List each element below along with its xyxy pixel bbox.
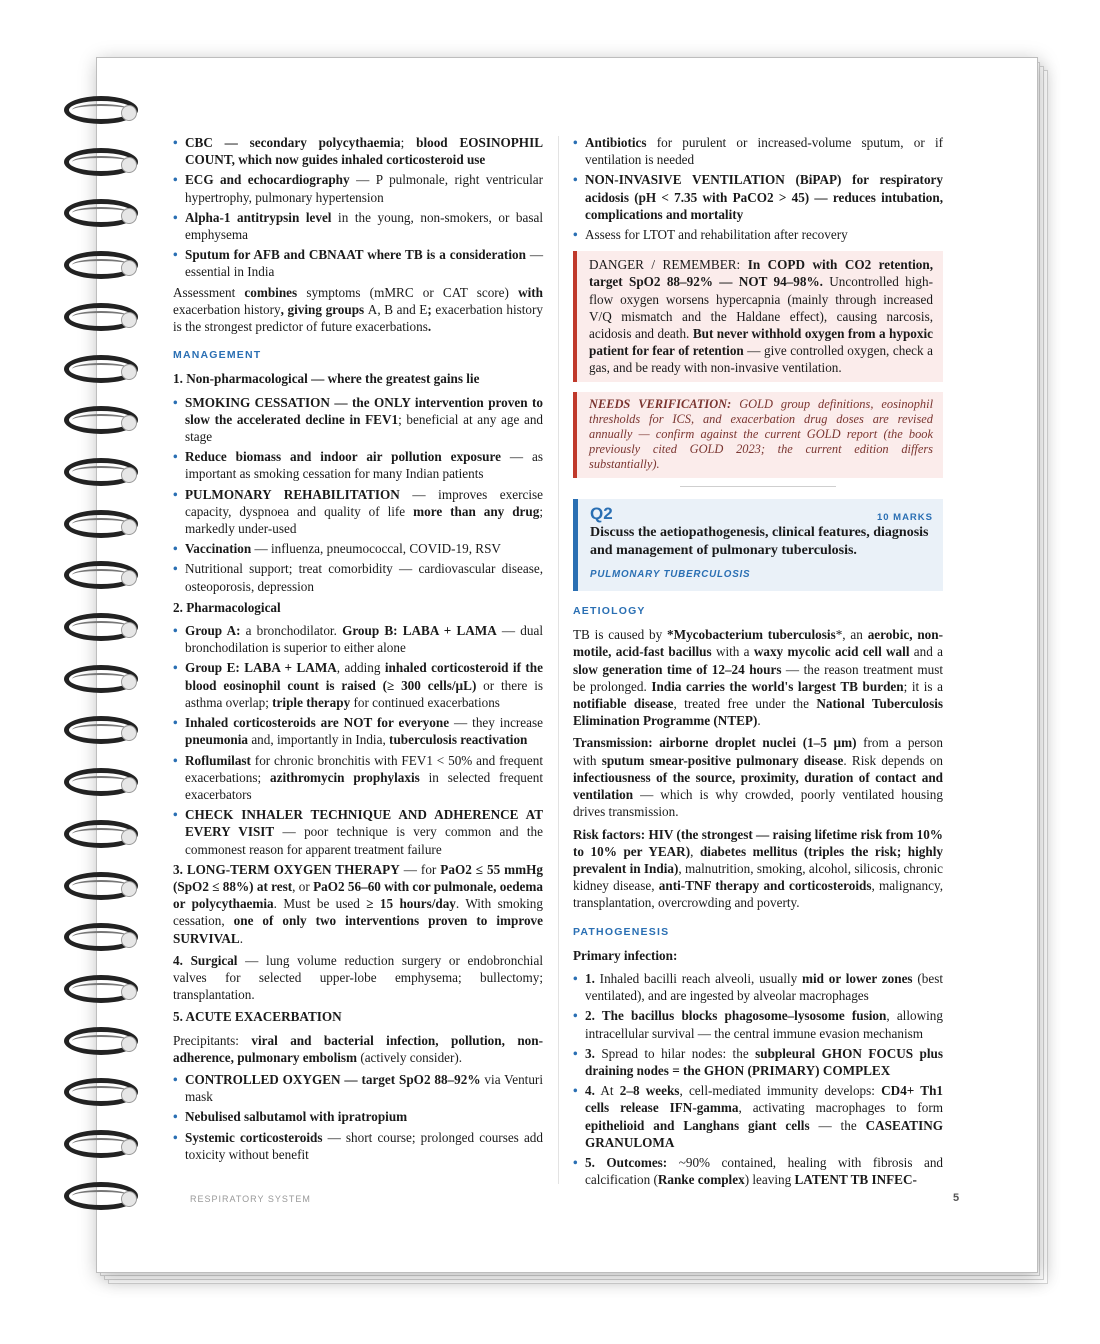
text-run: A, B and E (367, 301, 428, 317)
bold-text: Systemic corticosteroids (185, 1129, 323, 1145)
text-run: Nutritional support; treat comorbidity — cardiovascular disease, osteoporosis, depression (185, 561, 543, 594)
bold-text: CASEATING GRANULOMA (585, 1117, 943, 1150)
text-run: . Must be used (273, 896, 367, 912)
bold-text: CHECK INHALER TECHNIQUE AND ADHERENCE AT EVERY VISIT (185, 807, 543, 840)
bold-text: , giving groups (280, 301, 368, 317)
nonpharm-heading: 1. Non-pharmacological — where the greatest gains lie (173, 371, 480, 387)
bold-text: Roflumilast (185, 752, 251, 768)
list-item (173, 659, 543, 711)
bold-text: viral and bacterial infection, pollution, non-adherence, pulmonary embolism (173, 1032, 543, 1065)
list-item (573, 1007, 943, 1041)
bold-text: Alpha-1 antitrypsin level (185, 209, 332, 225)
bold-text: PaO2 ≤ 55 mmHg (SpO2 ≤ 88%) at rest (173, 861, 543, 894)
text-run: . (239, 930, 244, 946)
bold-text: Nebulised salbutamol with ipratropium (185, 1109, 408, 1125)
text-run: — the (809, 1117, 866, 1133)
text-run: — improves exercise capacity, dyspnoea and quality of life (185, 486, 544, 519)
text-run: , cell-mediated immunity develops: (679, 1083, 882, 1099)
text-run: for purulent or increased-volume sputum, or if ventilation is needed (585, 135, 943, 168)
bold-text: NON-INVASIVE VENTILATION (BiPAP) for respiratory acidosis (pH < 7.35 with PaCO2 > 45) — reduces intubation, complications and mortality (585, 172, 943, 222)
bold-text: Group E: LABA + LAMA (185, 660, 337, 676)
binding-ring-icon (64, 872, 138, 900)
text-run: , adding (336, 660, 385, 676)
list-item (173, 448, 543, 482)
bold-text: 2–8 weeks (619, 1083, 680, 1099)
question-number: Q2 (590, 503, 613, 523)
text-run: , treated free under the (673, 696, 817, 712)
bold-text: Vaccination (185, 541, 252, 557)
list-item (173, 134, 543, 168)
transmission-paragraph (573, 734, 943, 820)
text-run: — which is why crowded, poorly ventilated housing drives transmission. (573, 787, 943, 820)
text-run: and, importantly in India, (248, 732, 390, 748)
binding-ring-icon (64, 975, 138, 1003)
text-run: and a (909, 644, 943, 660)
bold-text: one of only two interventions proven to improve SURVIVAL (173, 913, 544, 946)
bold-text: sputum smear-positive pulmonary disease (601, 752, 844, 768)
text-run: — short course; prolonged courses add toxicity without benefit (185, 1129, 543, 1162)
bold-text: slow generation time of 12–24 hours (573, 661, 782, 677)
binding-ring-icon (64, 251, 138, 279)
bold-text: waxy mycolic acid cell wall (753, 644, 910, 660)
binding-ring-icon (64, 355, 138, 383)
bold-text: But never withhold oxygen from a hypoxic patient for fear of retention (589, 326, 933, 359)
bold-text: with (508, 284, 543, 300)
text-run: . (757, 713, 761, 729)
bold-text: PULMONARY REHABILITATION (185, 486, 400, 502)
text-run: Uncontrolled high-flow oxygen worsens hypercapnia (mainly through increased V/Q mismatch and the Haldane effect), causing narcosis, acidosis and death. (589, 274, 933, 342)
text-run: — P pulmonale, right ventricular hypertrophy, pulmonary hypertension (185, 172, 543, 205)
binding-ring-icon (64, 406, 138, 434)
bold-text: notifiable disease (573, 696, 674, 712)
bold-text: triple therapy (272, 694, 351, 710)
bold-text: ECG and echocardiography (185, 172, 350, 188)
text-run: . With smoking cessation, (173, 896, 543, 929)
list-item (173, 1071, 543, 1105)
bold-text: Antibiotics (585, 135, 647, 150)
risk-factors-paragraph (573, 826, 943, 912)
nonpharm-list (173, 394, 543, 595)
text-run: ; it is a (903, 678, 943, 694)
text-run: , allowing intracellular survival — the central immune evasion mechanism (585, 1008, 943, 1041)
binding-ring-icon (64, 1027, 138, 1055)
acute-continued-list (573, 134, 943, 243)
list-item (173, 806, 543, 858)
question-marks: 10 MARKS (876, 511, 933, 523)
text-run: Spread to hilar nodes: the (594, 1045, 756, 1061)
bold-text: CD4+ Th1 cells release IFN-gamma (585, 1083, 943, 1116)
list-item (173, 622, 543, 656)
precipitants-paragraph (173, 1032, 543, 1066)
primary-infection-list (573, 970, 943, 1188)
list-item (173, 560, 543, 594)
investigations-list (173, 134, 543, 281)
binding-ring-icon (64, 923, 138, 951)
ltot-paragraph (173, 861, 543, 947)
bold-text: more than any drug (413, 503, 540, 519)
bold-text: Risk factors: HIV (the strongest — raising lifetime risk from 10% to 10% per YEAR) (573, 826, 943, 859)
text-run: DANGER / REMEMBER: (589, 257, 748, 273)
binding-ring-icon (64, 1130, 138, 1158)
text-run: or there is asthma overlap; (185, 677, 544, 710)
footer-section-name: RESPIRATORY SYSTEM (190, 1194, 311, 1204)
list-item (173, 394, 543, 446)
text-run: for continued exacerbations (350, 694, 500, 710)
bold-text: Transmission: airborne droplet nuclei (1–5 µm) (573, 735, 857, 751)
bold-text: diabetes mellitus (triples the risk; highly prevalent in India) (573, 843, 943, 876)
right-column (573, 134, 943, 1191)
text-run: exacerbation history is the strongest predictor of future exacerbations (173, 301, 543, 335)
text-run: TB is caused by (573, 627, 668, 643)
separator-rule (680, 486, 836, 487)
bold-text: blood EOSINOPHIL COUNT, which now guides inhaled corticosteroid use (185, 135, 543, 168)
text-run: — essential in India (185, 247, 544, 280)
binding-ring-icon (64, 199, 138, 227)
bold-text: subpleural GHON FOCUS plus draining nodes = the GHON (PRIMARY) COMPLEX (585, 1045, 943, 1078)
text-run: — influenza, pneumococcal, COVID-19, RSV (251, 541, 501, 557)
text-run: , or (292, 878, 314, 894)
binding-ring-icon (64, 510, 138, 538)
bold-text: SMOKING CESSATION — the ONLY intervention proven to slow the accelerated decline in FEV1 (185, 394, 543, 427)
text-run: exacerbation history (173, 301, 281, 317)
binding-ring-icon (64, 1182, 138, 1210)
list-item (173, 246, 543, 280)
text-run: Precipitants: (173, 1032, 252, 1048)
bold-text: *Mycobacterium tuberculosis (667, 627, 836, 643)
bold-text: National Tuberculosis Elimination Programme (NTEP) (573, 696, 944, 729)
list-item (173, 540, 543, 557)
primary-infection-heading: Primary infection: (573, 947, 678, 963)
text-run: in selected frequent exacerbators (185, 769, 543, 802)
pharm-heading: 2. Pharmacological (173, 599, 281, 615)
bold-text: Group A: (185, 623, 241, 639)
text-run: ~90% contained, healing with fibrosis and calcification ( (585, 1154, 944, 1188)
text-run: ; beneficial at any age and stage (185, 411, 544, 445)
bold-text: mid or lower zones (801, 970, 913, 986)
management-heading: MANAGEMENT (173, 349, 262, 362)
text-run: , (690, 843, 700, 859)
bold-text: anti-TNF therapy and corticosteroids (658, 878, 872, 894)
text-run: — they increase (449, 715, 544, 731)
text-run: , activating macrophages to form (738, 1100, 943, 1116)
bold-text: tuberculosis reactivation (389, 732, 528, 748)
text-run: — the reason treatment must be prolonged. (573, 661, 943, 694)
text-run: ; (400, 135, 417, 150)
acute-exacerbation-heading: 5. ACUTE EXACERBATION (173, 1009, 342, 1025)
bold-text: Ranke complex (657, 1172, 745, 1188)
bold-text: 4. (585, 1083, 595, 1099)
bold-text: CBC — secondary polycythaemia (185, 135, 401, 150)
danger-callout (573, 251, 943, 381)
text-run: , malnutrition, smoking, alcohol, silicosis, chronic kidney disease, (573, 860, 944, 894)
list-item (573, 1082, 943, 1151)
bold-text: In COPD with CO2 retention, target SpO2 88–92% — NOT 94–98%. (589, 257, 933, 290)
text-run: — give controlled oxygen, check a gas, and be ready with non-invasive ventilation. (589, 343, 933, 376)
notebook-page (96, 57, 1038, 1273)
bold-text: . (427, 319, 432, 335)
text-run: (actively consider). (357, 1049, 463, 1065)
question-box (573, 499, 943, 591)
list-item (173, 752, 543, 804)
bold-text: 3. (585, 1045, 595, 1061)
text-run: — as important as smoking cessation for many Indian patients (185, 449, 543, 482)
text-run: from a person with (573, 735, 943, 768)
binding-ring-icon (64, 148, 138, 176)
bold-text: LATENT TB INFEC- (794, 1172, 917, 1188)
bold-text: Inhaled corticosteroids are NOT for everyone (185, 715, 450, 731)
text-run: GOLD group definitions, eosinophil thresholds for ICS, and exacerbation drug doses are revised annually — confirm against the current GOLD report (the book previously cited GOLD 2023; the current edition differs substantially). (589, 396, 934, 472)
list-item (173, 486, 543, 538)
bold-text: azithromycin prophylaxis (270, 769, 420, 785)
pathogenesis-heading: PATHOGENESIS (573, 925, 670, 938)
text-run: . Risk depends on (843, 752, 943, 768)
bold-text: 1. (585, 970, 595, 986)
binding-ring-icon (64, 458, 138, 486)
list-item (173, 714, 543, 748)
text-run: — for (399, 861, 441, 877)
text-run: ) leaving (744, 1172, 795, 1188)
bold-text: epithelioid and Langhans giant cells (585, 1117, 810, 1133)
binding-ring-icon (64, 561, 138, 589)
bold-text: ≥ 15 hours/day (366, 896, 456, 912)
bold-text: India carries the world's largest TB burden (651, 678, 904, 694)
binding-ring-icon (64, 1078, 138, 1106)
text-run: At (594, 1083, 620, 1099)
acute-list (173, 1071, 543, 1163)
list-item (173, 1108, 543, 1125)
assessment-paragraph (173, 284, 543, 336)
text-run: ; markedly under-used (185, 503, 543, 537)
aetiology-heading: AETIOLOGY (573, 605, 646, 618)
text-run: symptoms (mMRC or CAT score) (306, 284, 509, 300)
list-item (573, 1045, 943, 1079)
bold-text: aerobic, non-motile, acid-fast bacillus (573, 627, 943, 660)
binding-ring-icon (64, 768, 138, 796)
binding-ring-icon (64, 820, 138, 848)
text-run: via Venturi mask (185, 1071, 543, 1105)
text-run: a bronchodilator. (240, 623, 343, 639)
list-item (173, 1129, 543, 1163)
bold-text: Group B: LABA + LAMA (342, 623, 497, 639)
text-run: Inhaled bacilli reach alveoli, usually (594, 970, 802, 986)
list-item (173, 209, 543, 243)
column-divider (558, 136, 559, 1184)
aetiology-paragraph (573, 626, 943, 729)
list-item (573, 226, 943, 243)
bold-text: Reduce biomass and indoor air pollution exposure (185, 449, 501, 465)
surgical-paragraph (173, 952, 543, 1004)
text-run: with a (711, 644, 754, 660)
left-column (173, 134, 543, 1166)
verification-callout (573, 392, 943, 478)
bold-text: combines (235, 284, 307, 300)
spiral-binding (58, 96, 148, 1236)
text-run: , malignancy, transplantation, overcrowding and poverty. (573, 878, 943, 911)
pharm-list (173, 622, 543, 858)
binding-ring-icon (64, 303, 138, 331)
binding-ring-icon (64, 96, 138, 124)
text-run: — poor technique is very common and the commonest reason for apparent treatment failure (185, 824, 543, 857)
text-run: (best ventilated), and are ingested by alveolar macrophages (585, 970, 943, 1004)
bold-text: pneumonia (185, 732, 249, 748)
bold-text: inhaled corticosteroid if the blood eosinophil count is raised (≥ 300 cells/µL) (185, 660, 543, 693)
list-item (573, 134, 943, 168)
page-number: 5 (953, 1192, 960, 1204)
text-run: Assess for LTOT and rehabilitation after recovery (585, 227, 848, 243)
text-run: in the young, non-smokers, or basal emphysema (185, 209, 543, 243)
bold-text: CONTROLLED OXYGEN — target SpO2 88–92% (185, 1071, 481, 1087)
bold-text: ; (427, 301, 436, 317)
list-item (573, 171, 943, 223)
list-item (573, 1154, 943, 1188)
bold-text: infectiousness of the source, proximity, duration of contact and ventilation (573, 769, 943, 803)
bold-text: 4. Surgical (173, 952, 238, 968)
binding-ring-icon (64, 716, 138, 744)
text-run: *, an (835, 627, 868, 643)
bold-text: NEEDS VERIFICATION: (589, 396, 732, 411)
bold-text: Sputum for AFB and CBNAAT where TB is a consideration (185, 247, 526, 263)
list-item (173, 171, 543, 205)
text-run: for chronic bronchitis with FEV1 < 50% and frequent exacerbations; (185, 752, 543, 785)
text-run: — lung volume reduction surgery or endobronchial valves for selected upper-lobe emphysema; bullectomy; transplantation. (173, 952, 543, 1003)
bold-text: 3. LONG-TERM OXYGEN THERAPY (173, 861, 400, 877)
question-topic: PULMONARY TUBERCULOSIS (590, 568, 751, 580)
list-item (573, 970, 943, 1004)
bold-text: PaO2 56–60 with cor pulmonale, oedema or polycythaemia (173, 878, 543, 912)
bold-text: 2. The bacillus blocks phagosome–lysosome fusion (585, 1008, 887, 1024)
bold-text: 5. Outcomes: (585, 1154, 668, 1170)
text-run: Assessment (173, 284, 236, 300)
binding-ring-icon (64, 613, 138, 641)
binding-ring-icon (64, 665, 138, 693)
text-run: — dual bronchodilation is superior to either alone (185, 623, 543, 656)
question-text: Discuss the aetiopathogenesis, clinical features, diagnosis and management of pulmonary tuberculosis. (590, 524, 929, 558)
